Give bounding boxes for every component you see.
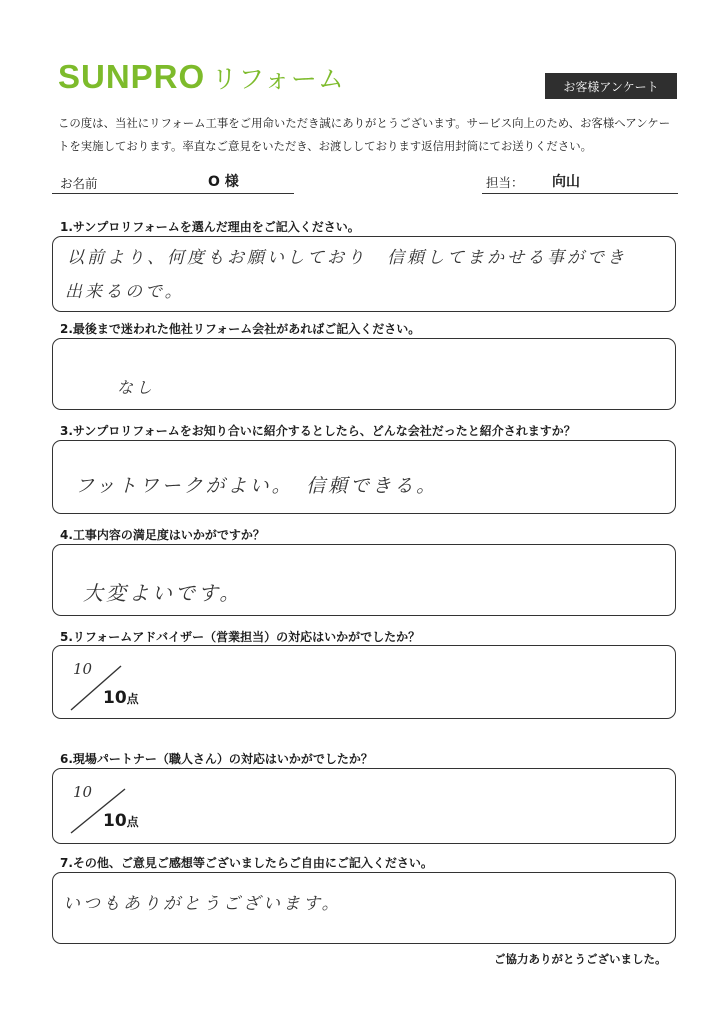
question-6-score-printed xyxy=(103,811,139,831)
question-2-answer: なし xyxy=(117,378,156,397)
question-5-score-value: 10 xyxy=(103,688,127,708)
logo-brand: SUNPRO xyxy=(58,58,206,95)
question-7-answer: いつもありがとうございます。 xyxy=(63,894,342,914)
intro-text: この度は、当社にリフォーム工事をご用命いただき誠にありがとうございます。サービス向上のため、お客様へアンケー トを実施しております。率直なご意見をいただき、お渡ししております返信用封筒にてお送りください。 xyxy=(58,116,671,153)
question-4-title: 4.工事内容の満足度はいかがですか？ xyxy=(60,528,265,542)
question-6-answer-box xyxy=(52,768,676,844)
name-underline xyxy=(52,193,294,194)
question-1-answer-line1: 以前より、何度もお願いしており 信頼してまかせる事ができ xyxy=(67,248,627,268)
survey-badge: お客様アンケート xyxy=(545,73,677,99)
logo-sub: リフォーム xyxy=(211,64,345,94)
question-4-answer: 大変よいです。 xyxy=(83,581,243,605)
staff-value: 向山 xyxy=(552,174,580,190)
question-5-title: 5.リフォームアドバイザー（営業担当）の対応はいかがでしたか？ xyxy=(60,630,421,644)
question-6-score-unit: 点 xyxy=(126,815,139,829)
question-6-score-value: 10 xyxy=(103,811,127,831)
question-2-title: 2.最後まで迷われた他社リフォーム会社があればご記入ください。 xyxy=(60,322,421,336)
question-5-score xyxy=(69,662,159,708)
question-5-answer-box xyxy=(52,645,676,719)
question-2-answer-box xyxy=(52,338,676,410)
question-5-score-handwritten: 10 xyxy=(73,660,93,678)
question-6-score-handwritten: 10 xyxy=(73,783,93,801)
question-6-title: 6.現場パートナー（職人さん）の対応はいかがでしたか？ xyxy=(60,752,373,766)
question-7-title: 7.その他、ご意見ご感想等ございましたらご自由にご記入ください。 xyxy=(60,856,433,870)
staff-underline xyxy=(482,193,678,194)
question-3-title: 3.サンプロリフォームをお知り合いに紹介するとしたら、どんな会社だったと紹介されますか？ xyxy=(60,424,576,438)
question-1-title: 1.サンプロリフォームを選んだ理由をご記入ください。 xyxy=(60,220,360,234)
staff-label: 担当： xyxy=(486,175,524,190)
question-5-score-unit: 点 xyxy=(126,692,139,706)
question-6-score xyxy=(69,785,159,831)
question-7-answer-box xyxy=(52,872,676,944)
question-3-answer-box xyxy=(52,440,676,514)
question-4-answer-box xyxy=(52,544,676,616)
question-3-answer: フットワークがよい。 信頼できる。 xyxy=(75,475,439,497)
sunpro-reform-logo xyxy=(58,58,345,96)
question-1-answer-line2: 出来るので。 xyxy=(65,282,185,302)
name-value: O 様 xyxy=(208,174,239,190)
name-label: お名前 xyxy=(60,176,98,191)
question-1-answer-box xyxy=(52,236,676,312)
thanks-message: ご協力ありがとうございました。 xyxy=(494,952,667,966)
question-5-score-printed xyxy=(103,688,139,708)
